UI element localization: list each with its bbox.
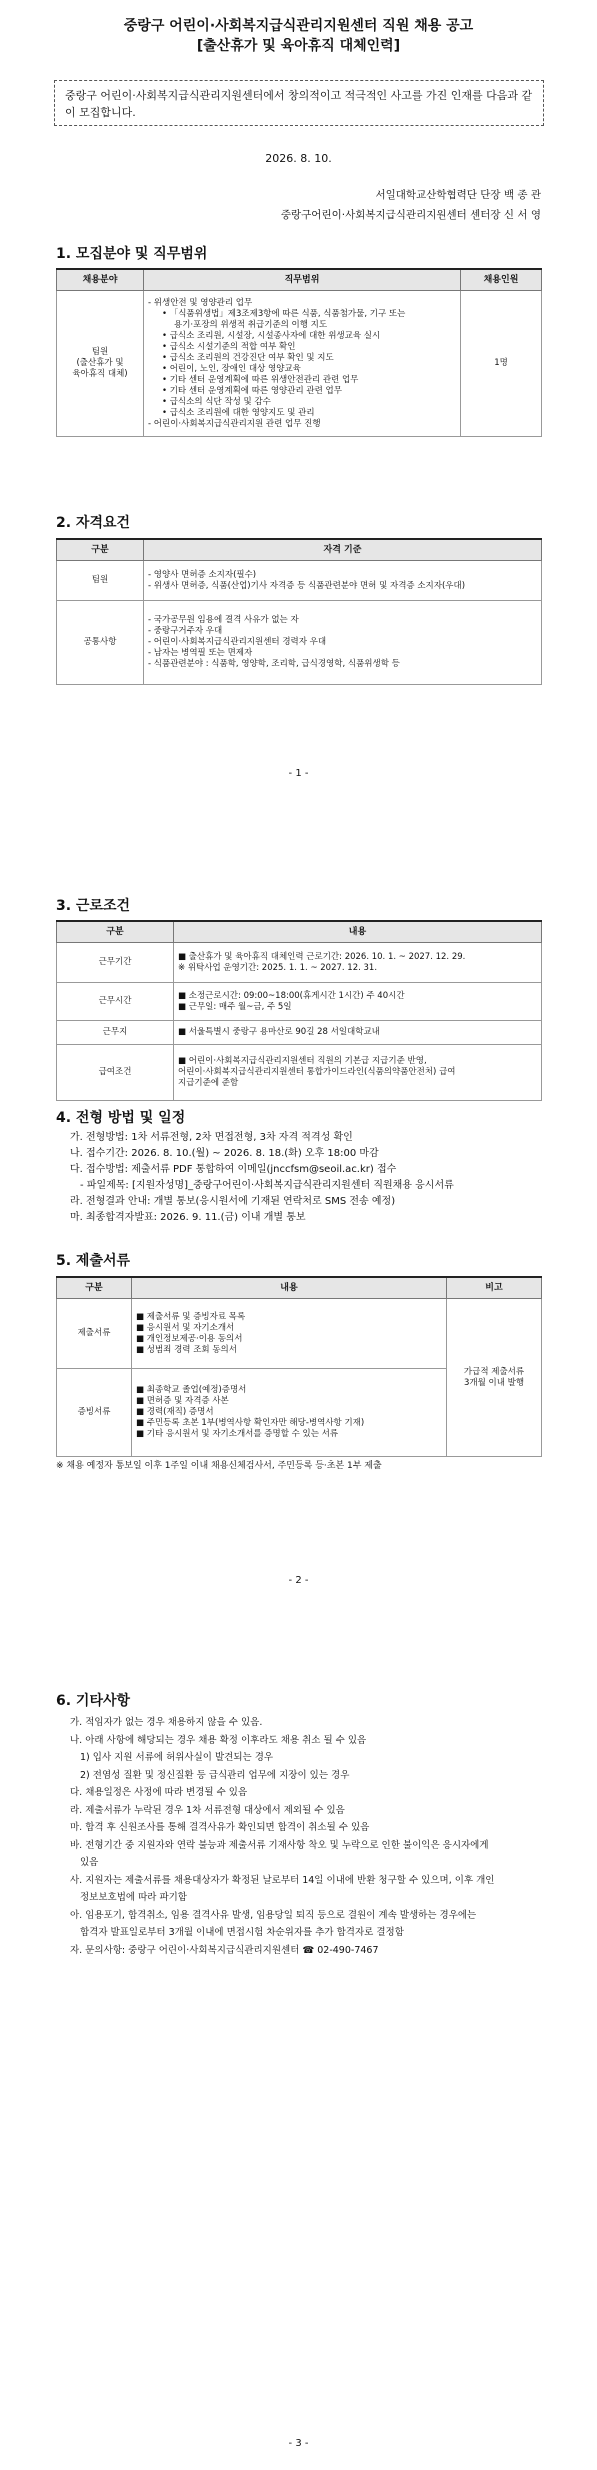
signer-line-1: 서일대학교산학협력단 단장 백 종 관 — [375, 189, 541, 201]
schedule-item: 다. 접수방법: 제출서류 PDF 통합하여 이메일(jnccfsm@seoil.ac.kr) 접수 — [70, 1164, 397, 1175]
note-item: 라. 제출서류가 누락된 경우 1차 서류전형 대상에서 제외될 수 있음 — [70, 1804, 345, 1816]
misc-notes — [70, 1714, 550, 1959]
announcement-date: 2026. 8. 10. — [265, 152, 332, 165]
section-1-heading: 1. 모집분야 및 직무범위 — [56, 246, 208, 262]
col-header: 직무범위 — [144, 269, 461, 291]
col-header: 자격 기준 — [144, 539, 542, 561]
recruit-field: 팀원 (출산휴가 및 육아휴직 대체) — [57, 291, 144, 437]
duty-list — [144, 291, 461, 437]
work-period: ■ 출산휴가 및 육아휴직 대체인력 근로기간: 2026. 10. 1. ~ 2027. 12. 29. ※ 위탁사업 운영기간: 2025. 1. 1. ~ 2027. 12. 31. — [174, 943, 542, 983]
required-documents: ■ 제출서류 및 증빙자료 목록 ■ 응시원서 및 자기소개서 ■ 개인정보제공·이용 동의서 ■ 성범죄 경력 조회 동의서 — [132, 1299, 447, 1369]
col-header: 구분 — [57, 1277, 132, 1299]
list-item: • 「식품위생법」제3조제3항에 따른 식품, 식품첨가물, 기구 또는 — [162, 308, 406, 319]
schedule-item: 라. 전형결과 안내: 개별 통보(응시원서에 기재된 연락처로 SMS 전송 예정) — [70, 1196, 396, 1207]
row-label: 공통사항 — [57, 601, 144, 685]
page-subtitle: [출산휴가 및 육아휴직 대체인력] — [196, 38, 401, 54]
page-number: - 2 - — [288, 1575, 309, 1586]
schedule-item: 가. 전형방법: 1차 서류전형, 2차 면접전형, 3차 자격 적격성 확인 — [70, 1132, 353, 1143]
note-item: 나. 아래 사항에 해당되는 경우 채용 확정 이후라도 채용 취소 될 수 있음 — [70, 1734, 367, 1746]
section-5-heading: 5. 제출서류 — [56, 1253, 131, 1269]
note-item: 바. 전형기간 중 지원자와 연락 불능과 제출서류 기재사항 착오 및 누락으로 인한 불이익은 응시자에게 — [70, 1839, 489, 1851]
row-label: 제출서류 — [57, 1299, 132, 1369]
signer-line-2: 중랑구어린이·사회복지급식관리지원센터 센터장 신 서 영 — [280, 209, 541, 221]
note-item: 합격자 발표일로부터 3개월 이내에 면접시험 차순위자를 추가 합격자로 결정함 — [80, 1927, 404, 1938]
col-header: 채용인원 — [461, 269, 542, 291]
row-label: 근무시간 — [57, 983, 174, 1021]
note-item: 다. 채용일정은 사정에 따라 변경될 수 있음 — [70, 1787, 248, 1798]
section-4-heading: 4. 전형 방법 및 일정 — [56, 1110, 186, 1126]
section-2-table — [56, 538, 542, 685]
schedule-item: 나. 접수기간: 2026. 8. 10.(월) ~ 2026. 8. 18.(화) 오후 18:00 마감 — [70, 1148, 379, 1159]
col-header: 내용 — [174, 921, 542, 943]
proof-documents: ■ 최종학교 졸업(예정)증명서 ■ 면허증 및 자격증 사본 ■ 경력(재직) 증명서 ■ 주민등록 초본 1부(병역사항 확인자만 해당-병역사항 기재) ■ 기타 응시원서 및 자기소개서를 증명할 수 있는 서류 — [132, 1369, 447, 1457]
salary-conditions: ■ 어린이·사회복지급식관리지원센터 직원의 기본급 지급기준 반영, 어린이·사회복지급식관리지원센터 통합가이드라인(식품의약품안전처) 급여 지급기준에 준함 — [174, 1045, 542, 1101]
page-title: 중랑구 어린이·사회복지급식관리지원센터 직원 채용 공고 — [123, 18, 474, 34]
note-item: 정보보호법에 따라 파기함 — [80, 1892, 187, 1903]
row-label: 급여조건 — [57, 1045, 174, 1101]
qualification-list: - 영양사 면허증 소지자(필수) - 위생사 면허증, 식품(산업)기사 자격증 등 식품관련분야 면허 및 자격증 소지자(우대) — [144, 561, 542, 601]
row-label: 증빙서류 — [57, 1369, 132, 1457]
row-label: 팀원 — [57, 561, 144, 601]
list-item: • 급식소의 식단 작성 및 감수 — [162, 396, 271, 407]
list-item: • 어린이, 노인, 장애인 대상 영양교육 — [162, 363, 301, 374]
remarks: 가급적 제출서류 3개월 이내 발행 — [447, 1299, 542, 1457]
list-item: 용기·포장의 위생적 취급기준의 이행 지도 — [174, 319, 328, 330]
note-item: 있음 — [80, 1857, 99, 1868]
note-item: 자. 문의사항: 중랑구 어린이·사회복지급식관리지원센터 ☎ 02-490-7467 — [70, 1944, 379, 1956]
note-item: 가. 적임자가 없는 경우 채용하지 않을 수 있음. — [70, 1717, 263, 1728]
col-header: 구분 — [57, 539, 144, 561]
col-header: 내용 — [132, 1277, 447, 1299]
section-3-table — [56, 920, 542, 1101]
note-item: 마. 합격 후 신원조사를 통해 결격사유가 확인되면 합격이 취소될 수 있음 — [70, 1822, 370, 1833]
list-item: - 어린이·사회복지급식관리지원 관련 업무 진행 — [148, 418, 321, 429]
col-header: 비고 — [447, 1277, 542, 1299]
note-item: 2) 전염성 질환 및 정신질환 등 급식관리 업무에 지장이 있는 경우 — [80, 1769, 350, 1781]
intro-box — [54, 80, 544, 126]
list-item: • 급식소 조리원에 대한 영양지도 및 관리 — [162, 407, 315, 418]
list-item: • 기타 센터 운영계획에 따른 영양관리 관련 업무 — [162, 385, 342, 396]
intro-text: 중랑구 어린이·사회복지급식관리지원센터에서 창의적이고 적극적인 사고를 가진 인재를 다음과 같이 모집합니다. — [65, 89, 533, 119]
work-hours: ■ 소정근로시간: 09:00~18:00(휴게시간 1시간) 주 40시간 ■ 근무일: 매주 월~금, 주 5일 — [174, 983, 542, 1021]
page-number: - 3 - — [288, 2438, 309, 2449]
section-3-heading: 3. 근로조건 — [56, 898, 131, 914]
schedule-item: 마. 최종합격자발표: 2026. 9. 11.(금) 이내 개별 통보 — [70, 1212, 306, 1223]
footnote: ※ 채용 예정자 통보일 이후 1주일 이내 채용신체검사서, 주민등록 등·초본 1부 제출 — [56, 1461, 382, 1471]
section-5-table — [56, 1276, 542, 1457]
note-item: 1) 입사 지원 서류에 허위사실이 발견되는 경우 — [80, 1752, 274, 1763]
row-label: 근무기간 — [57, 943, 174, 983]
list-item: • 급식소 시설기준의 적합 여부 확인 — [162, 341, 296, 352]
list-item: • 급식소 조리원, 시설장, 시설종사자에 대한 위생교육 실시 — [162, 330, 381, 341]
list-item: • 급식소 조리원의 건강진단 여부 확인 및 지도 — [162, 352, 334, 363]
recruit-count: 1명 — [461, 291, 542, 437]
list-item: • 기타 센터 운영계획에 따른 위생안전관리 관련 업무 — [162, 374, 359, 385]
common-requirements-list: - 국가공무원 임용에 결격 사유가 없는 자 - 중랑구거주자 우대 - 어린이·사회복지급식관리지원센터 경력자 우대 - 남자는 병역필 또는 면제자 - 식품관련분야 : 식품학, 영양학, 조리학, 급식경영학, 식품위생학 등 — [144, 601, 542, 685]
selection-schedule — [70, 1130, 550, 1226]
page-number: - 1 - — [288, 768, 309, 779]
section-2-heading: 2. 자격요건 — [56, 515, 131, 531]
note-item: 사. 지원자는 제출서류를 채용대상자가 확정된 날로부터 14일 이내에 반환 청구할 수 있으며, 이후 개인 — [70, 1874, 495, 1886]
section-6-heading: 6. 기타사항 — [56, 1693, 131, 1709]
schedule-item: - 파일제목: [지원자성명]_중랑구어린이·사회복지급식관리지원센터 직원채용 응시서류 — [80, 1180, 454, 1191]
work-location: ■ 서울특별시 중랑구 용마산로 90길 28 서일대학교내 — [174, 1021, 542, 1045]
section-1-table — [56, 268, 542, 437]
col-header: 채용분야 — [57, 269, 144, 291]
note-item: 아. 임용포기, 합격취소, 임용 결격사유 발생, 임용당일 퇴직 등으로 결원이 계속 발생하는 경우에는 — [70, 1909, 477, 1921]
row-label: 근무지 — [57, 1021, 174, 1045]
col-header: 구분 — [57, 921, 174, 943]
list-item: - 위생안전 및 영양관리 업무 — [148, 297, 253, 308]
